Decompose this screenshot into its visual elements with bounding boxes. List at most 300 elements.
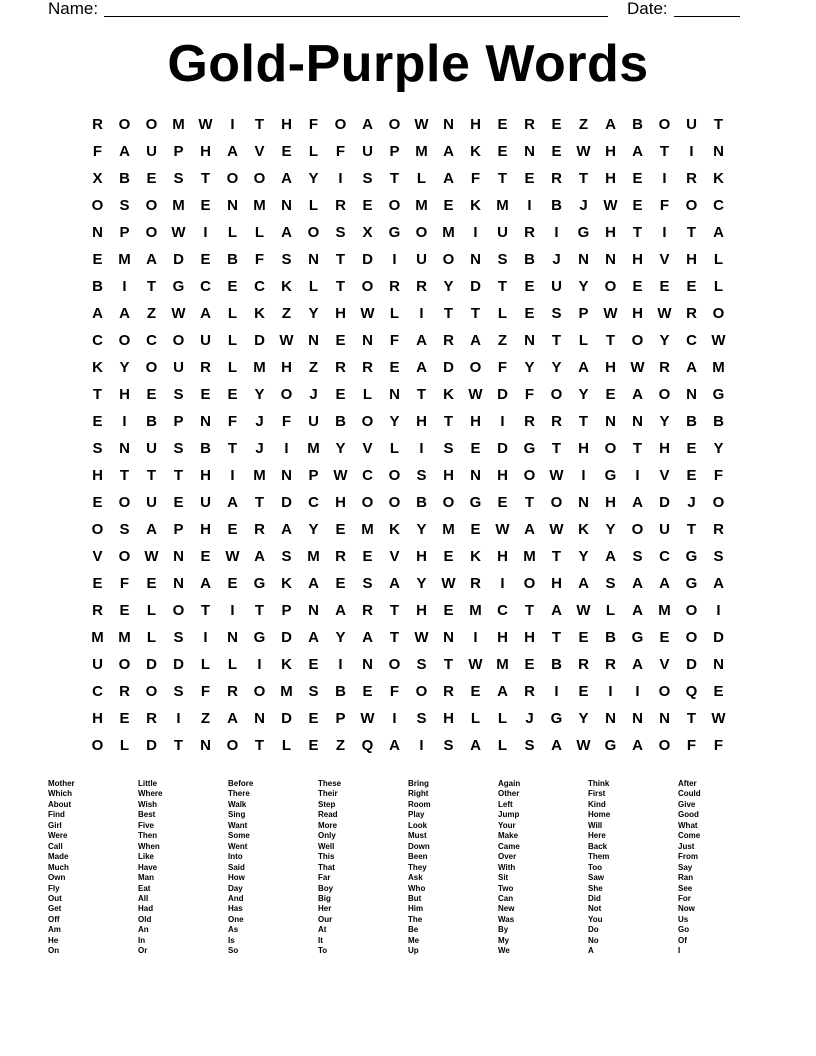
grid-cell[interactable]: N [470, 251, 481, 268]
grid-cell[interactable]: G [523, 440, 536, 457]
grid-cell[interactable]: I [230, 116, 235, 133]
grid-cell[interactable]: C [713, 197, 724, 214]
grid-cell[interactable]: R [227, 683, 238, 700]
grid-cell[interactable]: R [335, 359, 346, 376]
grid-cell[interactable]: N [173, 575, 184, 592]
grid-cell[interactable]: L [308, 143, 319, 160]
grid-cell[interactable]: M [172, 116, 185, 133]
grid-cell[interactable]: E [524, 278, 535, 295]
grid-cell[interactable]: T [389, 170, 400, 187]
grid-cell[interactable]: Z [578, 116, 589, 133]
grid-cell[interactable]: F [389, 683, 400, 700]
grid-cell[interactable]: S [605, 575, 616, 592]
grid-cell[interactable]: R [92, 602, 103, 619]
grid-cell[interactable]: E [308, 710, 319, 727]
grid-cell[interactable]: H [497, 629, 508, 646]
grid-cell[interactable]: A [632, 494, 643, 511]
grid-cell[interactable]: H [119, 386, 130, 403]
grid-cell[interactable]: O [172, 332, 185, 349]
grid-cell[interactable]: R [389, 278, 400, 295]
grid-cell[interactable]: K [281, 278, 292, 295]
grid-cell[interactable]: N [686, 386, 697, 403]
grid-cell[interactable]: J [552, 251, 561, 268]
grid-cell[interactable]: O [658, 737, 671, 754]
grid-cell[interactable]: M [253, 197, 266, 214]
grid-cell[interactable]: A [281, 170, 292, 187]
grid-cell[interactable]: B [146, 413, 157, 430]
grid-cell[interactable]: E [686, 440, 697, 457]
grid-cell[interactable]: O [712, 494, 725, 511]
grid-cell[interactable]: B [686, 413, 697, 430]
grid-cell[interactable]: O [388, 467, 401, 484]
grid-cell[interactable]: Y [659, 332, 670, 349]
grid-cell[interactable]: T [551, 629, 562, 646]
grid-cell[interactable]: K [470, 197, 481, 214]
grid-cell[interactable]: K [578, 521, 589, 538]
grid-cell[interactable]: N [308, 332, 319, 349]
grid-cell[interactable]: R [605, 656, 616, 673]
grid-cell[interactable]: U [362, 143, 373, 160]
grid-cell[interactable]: Z [497, 332, 508, 349]
grid-cell[interactable]: J [579, 197, 588, 214]
grid-cell[interactable]: B [227, 251, 238, 268]
grid-cell[interactable]: S [416, 710, 427, 727]
grid-cell[interactable]: O [658, 683, 671, 700]
grid-cell[interactable]: E [524, 170, 535, 187]
grid-cell[interactable]: A [146, 521, 157, 538]
grid-cell[interactable]: Z [281, 305, 292, 322]
grid-cell[interactable]: A [632, 386, 643, 403]
grid-cell[interactable]: L [578, 332, 589, 349]
grid-cell[interactable]: T [686, 710, 697, 727]
grid-cell[interactable]: A [308, 575, 319, 592]
grid-cell[interactable]: T [551, 440, 562, 457]
grid-cell[interactable]: E [443, 602, 454, 619]
grid-cell[interactable]: Y [335, 629, 346, 646]
grid-cell[interactable]: B [335, 413, 346, 430]
grid-cell[interactable]: M [496, 197, 509, 214]
grid-cell[interactable]: O [388, 494, 401, 511]
grid-cell[interactable]: E [497, 494, 508, 511]
grid-cell[interactable]: M [712, 359, 725, 376]
grid-cell[interactable]: T [146, 467, 157, 484]
grid-cell[interactable]: T [497, 278, 508, 295]
grid-cell[interactable]: L [416, 170, 427, 187]
grid-cell[interactable]: H [416, 602, 427, 619]
grid-cell[interactable]: C [146, 332, 157, 349]
grid-cell[interactable]: M [658, 602, 671, 619]
grid-cell[interactable]: Y [578, 278, 589, 295]
grid-cell[interactable]: O [118, 332, 131, 349]
grid-cell[interactable]: E [470, 521, 481, 538]
grid-cell[interactable]: D [146, 656, 157, 673]
grid-cell[interactable]: S [362, 575, 373, 592]
grid-cell[interactable]: P [119, 224, 130, 241]
grid-cell[interactable]: K [470, 548, 481, 565]
grid-cell[interactable]: N [713, 143, 724, 160]
grid-cell[interactable]: M [415, 143, 428, 160]
grid-cell[interactable]: E [524, 656, 535, 673]
grid-cell[interactable]: A [308, 629, 319, 646]
grid-cell[interactable]: L [227, 224, 238, 241]
grid-cell[interactable]: G [712, 386, 725, 403]
grid-cell[interactable]: I [689, 143, 694, 160]
grid-cell[interactable]: P [173, 521, 184, 538]
grid-cell[interactable]: H [686, 251, 697, 268]
grid-cell[interactable]: V [254, 143, 265, 160]
grid-cell[interactable]: B [551, 656, 562, 673]
grid-cell[interactable]: N [92, 224, 103, 241]
grid-cell[interactable]: N [281, 467, 292, 484]
grid-cell[interactable]: I [635, 467, 640, 484]
grid-cell[interactable]: W [549, 467, 564, 484]
grid-cell[interactable]: M [118, 251, 131, 268]
grid-cell[interactable]: A [200, 575, 211, 592]
grid-cell[interactable]: R [686, 170, 697, 187]
grid-cell[interactable]: T [443, 305, 454, 322]
grid-cell[interactable]: D [173, 251, 184, 268]
grid-cell[interactable]: L [227, 305, 238, 322]
grid-cell[interactable]: M [172, 197, 185, 214]
grid-cell[interactable]: T [551, 332, 562, 349]
grid-cell[interactable]: L [497, 737, 508, 754]
grid-cell[interactable]: U [146, 143, 157, 160]
grid-cell[interactable]: O [712, 305, 725, 322]
grid-cell[interactable]: H [659, 440, 670, 457]
grid-cell[interactable]: T [173, 737, 184, 754]
grid-cell[interactable]: A [632, 656, 643, 673]
grid-cell[interactable]: T [146, 278, 157, 295]
grid-cell[interactable]: E [659, 629, 670, 646]
grid-cell[interactable]: V [362, 440, 373, 457]
grid-cell[interactable]: A [632, 143, 643, 160]
grid-cell[interactable]: S [92, 440, 103, 457]
grid-cell[interactable]: E [281, 143, 292, 160]
grid-cell[interactable]: A [497, 683, 508, 700]
grid-cell[interactable]: E [578, 629, 589, 646]
grid-cell[interactable]: E [227, 575, 238, 592]
grid-cell[interactable]: O [442, 251, 455, 268]
grid-cell[interactable]: E [659, 278, 670, 295]
grid-cell[interactable]: V [659, 467, 670, 484]
grid-cell[interactable]: Y [443, 278, 454, 295]
grid-cell[interactable]: T [686, 521, 697, 538]
grid-cell[interactable]: S [551, 305, 562, 322]
grid-cell[interactable]: W [711, 710, 726, 727]
grid-cell[interactable]: T [254, 737, 265, 754]
grid-cell[interactable]: W [171, 305, 186, 322]
grid-cell[interactable]: O [550, 386, 563, 403]
grid-cell[interactable]: O [145, 116, 158, 133]
grid-cell[interactable]: O [118, 548, 131, 565]
grid-cell[interactable]: H [578, 440, 589, 457]
grid-cell[interactable]: E [578, 683, 589, 700]
grid-cell[interactable]: F [308, 116, 319, 133]
grid-cell[interactable]: I [257, 656, 262, 673]
grid-cell[interactable]: H [335, 494, 346, 511]
grid-cell[interactable]: W [171, 224, 186, 241]
grid-cell[interactable]: W [468, 656, 483, 673]
grid-cell[interactable]: R [470, 575, 481, 592]
grid-cell[interactable]: B [200, 440, 211, 457]
grid-cell[interactable]: O [442, 494, 455, 511]
grid-cell[interactable]: E [227, 521, 238, 538]
grid-cell[interactable]: O [685, 197, 698, 214]
grid-cell[interactable]: L [605, 602, 616, 619]
grid-cell[interactable]: R [578, 656, 589, 673]
grid-cell[interactable]: Y [578, 386, 589, 403]
grid-cell[interactable]: U [551, 278, 562, 295]
grid-cell[interactable]: O [415, 224, 428, 241]
grid-cell[interactable]: I [419, 305, 424, 322]
grid-cell[interactable]: G [388, 224, 401, 241]
grid-cell[interactable]: A [524, 521, 535, 538]
grid-cell[interactable]: D [497, 440, 508, 457]
grid-cell[interactable]: T [200, 602, 211, 619]
grid-cell[interactable]: U [416, 251, 427, 268]
grid-cell[interactable]: N [308, 602, 319, 619]
grid-cell[interactable]: O [253, 170, 266, 187]
grid-cell[interactable]: G [172, 278, 185, 295]
grid-cell[interactable]: Y [308, 305, 319, 322]
grid-cell[interactable]: T [497, 170, 508, 187]
grid-cell[interactable]: C [92, 683, 103, 700]
grid-cell[interactable]: E [173, 494, 184, 511]
grid-cell[interactable]: R [362, 602, 373, 619]
grid-cell[interactable]: H [605, 143, 616, 160]
grid-cell[interactable]: K [281, 575, 292, 592]
grid-cell[interactable]: A [227, 710, 238, 727]
grid-cell[interactable]: I [554, 224, 559, 241]
grid-cell[interactable]: I [284, 440, 289, 457]
grid-cell[interactable]: K [254, 305, 265, 322]
grid-cell[interactable]: D [281, 629, 292, 646]
grid-cell[interactable]: N [470, 467, 481, 484]
grid-cell[interactable]: T [578, 413, 589, 430]
grid-cell[interactable]: W [360, 710, 375, 727]
grid-cell[interactable]: Z [335, 737, 346, 754]
grid-cell[interactable]: F [254, 251, 265, 268]
grid-cell[interactable]: E [335, 521, 346, 538]
grid-cell[interactable]: A [605, 116, 616, 133]
grid-cell[interactable]: P [173, 143, 184, 160]
grid-cell[interactable]: D [443, 359, 454, 376]
grid-cell[interactable]: V [659, 656, 670, 673]
grid-cell[interactable]: P [578, 305, 589, 322]
grid-cell[interactable]: A [389, 575, 400, 592]
grid-cell[interactable]: M [361, 521, 374, 538]
grid-cell[interactable]: N [632, 710, 643, 727]
grid-cell[interactable]: O [631, 332, 644, 349]
grid-cell[interactable]: Y [416, 575, 427, 592]
grid-cell[interactable]: M [253, 467, 266, 484]
grid-cell[interactable]: H [281, 116, 292, 133]
grid-cell[interactable]: T [551, 548, 562, 565]
grid-cell[interactable]: E [632, 197, 643, 214]
grid-cell[interactable]: U [686, 116, 697, 133]
grid-cell[interactable]: A [119, 143, 130, 160]
grid-cell[interactable]: I [419, 737, 424, 754]
grid-cell[interactable]: T [443, 656, 454, 673]
grid-cell[interactable]: E [200, 548, 211, 565]
grid-cell[interactable]: K [470, 143, 481, 160]
grid-cell[interactable]: F [92, 143, 103, 160]
grid-cell[interactable]: O [334, 116, 347, 133]
grid-cell[interactable]: E [443, 197, 454, 214]
grid-cell[interactable]: O [91, 521, 104, 538]
grid-cell[interactable]: W [333, 467, 348, 484]
grid-cell[interactable]: E [335, 332, 346, 349]
grid-cell[interactable]: S [173, 629, 184, 646]
grid-cell[interactable]: R [146, 710, 157, 727]
grid-cell[interactable]: R [200, 359, 211, 376]
grid-cell[interactable]: H [443, 467, 454, 484]
grid-cell[interactable]: E [551, 143, 562, 160]
grid-cell[interactable]: E [200, 386, 211, 403]
grid-cell[interactable]: L [227, 332, 238, 349]
grid-cell[interactable]: A [200, 305, 211, 322]
grid-cell[interactable]: G [577, 224, 590, 241]
grid-cell[interactable]: K [713, 170, 724, 187]
grid-cell[interactable]: U [200, 332, 211, 349]
grid-cell[interactable]: S [119, 521, 130, 538]
grid-cell[interactable]: M [523, 548, 536, 565]
grid-cell[interactable]: D [173, 656, 184, 673]
grid-cell[interactable]: H [524, 629, 535, 646]
grid-cell[interactable]: R [686, 305, 697, 322]
grid-cell[interactable]: W [549, 521, 564, 538]
grid-cell[interactable]: C [686, 332, 697, 349]
grid-cell[interactable]: N [605, 413, 616, 430]
grid-cell[interactable]: P [335, 710, 346, 727]
grid-cell[interactable]: E [227, 386, 238, 403]
grid-cell[interactable]: H [470, 413, 481, 430]
grid-cell[interactable]: I [581, 467, 586, 484]
grid-cell[interactable]: W [576, 143, 591, 160]
grid-cell[interactable]: U [497, 224, 508, 241]
grid-cell[interactable]: S [335, 224, 346, 241]
grid-cell[interactable]: D [281, 710, 292, 727]
grid-cell[interactable]: P [281, 602, 292, 619]
grid-cell[interactable]: I [392, 710, 397, 727]
grid-cell[interactable]: T [254, 116, 265, 133]
grid-cell[interactable]: F [119, 575, 130, 592]
grid-cell[interactable]: F [389, 332, 400, 349]
grid-cell[interactable]: C [308, 494, 319, 511]
grid-cell[interactable]: T [632, 440, 643, 457]
grid-cell[interactable]: I [338, 170, 343, 187]
grid-cell[interactable]: E [200, 251, 211, 268]
grid-cell[interactable]: M [91, 629, 104, 646]
grid-cell[interactable]: T [416, 386, 427, 403]
grid-cell[interactable]: K [389, 521, 400, 538]
grid-cell[interactable]: H [497, 548, 508, 565]
grid-cell[interactable]: A [632, 575, 643, 592]
grid-cell[interactable]: N [578, 251, 589, 268]
grid-cell[interactable]: I [419, 440, 424, 457]
grid-cell[interactable]: A [578, 575, 589, 592]
grid-cell[interactable]: L [308, 278, 319, 295]
grid-cell[interactable]: N [524, 332, 535, 349]
grid-cell[interactable]: I [230, 602, 235, 619]
grid-cell[interactable]: E [335, 575, 346, 592]
grid-cell[interactable]: I [500, 413, 505, 430]
grid-cell[interactable]: F [281, 413, 292, 430]
grid-cell[interactable]: A [281, 224, 292, 241]
grid-cell[interactable]: H [551, 575, 562, 592]
grid-cell[interactable]: E [146, 386, 157, 403]
grid-cell[interactable]: T [605, 332, 616, 349]
grid-cell[interactable]: A [146, 251, 157, 268]
grid-cell[interactable]: S [173, 683, 184, 700]
grid-cell[interactable]: H [605, 170, 616, 187]
grid-cell[interactable]: A [551, 602, 562, 619]
grid-cell[interactable]: O [388, 197, 401, 214]
grid-cell[interactable]: A [578, 359, 589, 376]
grid-cell[interactable]: W [441, 575, 456, 592]
grid-cell[interactable]: E [227, 278, 238, 295]
grid-cell[interactable]: O [469, 359, 482, 376]
grid-cell[interactable]: Z [200, 710, 211, 727]
grid-cell[interactable]: E [497, 143, 508, 160]
grid-cell[interactable]: L [470, 710, 481, 727]
grid-cell[interactable]: W [414, 629, 429, 646]
grid-cell[interactable]: T [524, 494, 535, 511]
grid-cell[interactable]: T [254, 494, 265, 511]
grid-cell[interactable]: S [416, 467, 427, 484]
grid-cell[interactable]: A [416, 359, 427, 376]
grid-cell[interactable]: O [361, 413, 374, 430]
grid-cell[interactable]: H [92, 467, 103, 484]
grid-cell[interactable]: T [578, 170, 589, 187]
grid-cell[interactable]: J [687, 494, 696, 511]
grid-cell[interactable]: E [119, 710, 130, 727]
grid-cell[interactable]: A [659, 575, 670, 592]
grid-cell[interactable]: I [176, 710, 181, 727]
grid-cell[interactable]: O [631, 521, 644, 538]
grid-cell[interactable]: Q [361, 737, 374, 754]
grid-cell[interactable]: G [604, 737, 617, 754]
grid-cell[interactable]: N [443, 629, 454, 646]
grid-cell[interactable]: L [119, 737, 130, 754]
grid-cell[interactable]: S [281, 548, 292, 565]
grid-cell[interactable]: A [632, 602, 643, 619]
grid-cell[interactable]: N [362, 332, 373, 349]
grid-cell[interactable]: I [473, 224, 478, 241]
grid-cell[interactable]: S [524, 737, 535, 754]
grid-cell[interactable]: S [173, 170, 184, 187]
grid-cell[interactable]: W [360, 305, 375, 322]
grid-cell[interactable]: N [119, 440, 130, 457]
grid-cell[interactable]: A [227, 143, 238, 160]
grid-cell[interactable]: W [630, 359, 645, 376]
grid-cell[interactable]: O [307, 224, 320, 241]
grid-cell[interactable]: I [608, 683, 613, 700]
grid-cell[interactable]: S [119, 197, 130, 214]
grid-cell[interactable]: D [659, 494, 670, 511]
grid-cell[interactable]: W [576, 602, 591, 619]
grid-cell[interactable]: L [254, 224, 265, 241]
grid-cell[interactable]: H [200, 521, 211, 538]
grid-cell[interactable]: T [200, 170, 211, 187]
grid-cell[interactable]: R [659, 359, 670, 376]
grid-cell[interactable]: M [496, 656, 509, 673]
grid-cell[interactable]: O [145, 224, 158, 241]
grid-cell[interactable]: B [335, 683, 346, 700]
grid-cell[interactable]: E [308, 656, 319, 673]
grid-cell[interactable]: N [605, 710, 616, 727]
grid-cell[interactable]: L [308, 197, 319, 214]
